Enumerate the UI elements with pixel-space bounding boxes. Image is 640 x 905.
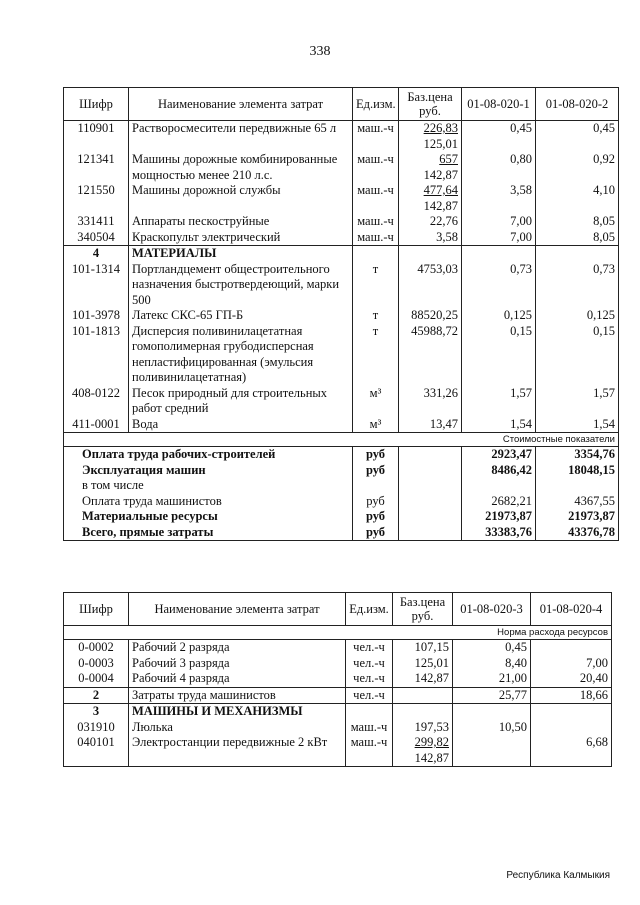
- value-cell: [453, 735, 531, 767]
- price-value: 125,01: [414, 655, 449, 670]
- table-row: [64, 656, 612, 672]
- value-cell: 0,73: [536, 262, 619, 309]
- resource-table-1: [63, 87, 619, 541]
- section-row: [64, 704, 612, 720]
- price-value: 107,15: [414, 640, 449, 654]
- value-cell: 21973,87: [462, 509, 536, 525]
- price-value: 13,47: [429, 416, 458, 431]
- value-cell: 8,05: [536, 214, 619, 230]
- column-header: 01-08-020-1: [462, 88, 536, 121]
- name-cell: Краскопульт электрический: [129, 230, 353, 246]
- price-cell: [399, 417, 462, 433]
- note-row: [64, 626, 612, 640]
- summary-label: Материальные ресурсы: [64, 509, 353, 525]
- unit-cell: маш.-ч: [353, 121, 399, 153]
- value-cell: 8486,42: [462, 463, 536, 479]
- unit-cell: т: [353, 324, 399, 386]
- price-cell: [399, 121, 462, 153]
- code-cell: 411-0001: [64, 417, 129, 433]
- value-cell: 0,125: [536, 308, 619, 324]
- price-cell: [393, 735, 453, 767]
- code-cell: 101-1314: [64, 262, 129, 309]
- code-cell: 0-0004: [64, 671, 129, 687]
- table-row: [64, 121, 619, 153]
- price-cell: [399, 230, 462, 246]
- value-cell: 1,57: [536, 386, 619, 417]
- price-cell: [399, 183, 462, 214]
- value-cell: 8,40: [453, 656, 531, 672]
- value-cell: 4,10: [536, 183, 619, 214]
- code-cell: 2: [64, 687, 129, 704]
- unit-cell: чел.-ч: [346, 640, 393, 656]
- value-cell: 18,66: [531, 687, 612, 704]
- table-row: [64, 308, 619, 324]
- price-value: 226,83: [423, 121, 458, 135]
- unit-cell: т: [353, 262, 399, 309]
- value-cell: 0,15: [536, 324, 619, 386]
- value-cell: 3,58: [462, 183, 536, 214]
- value-cell: 21973,87: [536, 509, 619, 525]
- name-cell: МАШИНЫ И МЕХАНИЗМЫ: [129, 704, 346, 720]
- table-row: [64, 230, 619, 246]
- value-cell: [453, 704, 531, 720]
- summary-row: [64, 509, 619, 525]
- column-header: Шифр: [64, 88, 129, 121]
- value-cell: [536, 478, 619, 494]
- resource-table-2: [63, 592, 612, 767]
- name-cell: Латекс СКС-65 ГП-Б: [129, 308, 353, 324]
- note-label: Норма расхода ресурсов: [64, 626, 612, 640]
- column-header: Шифр: [64, 593, 129, 626]
- price-value: 299,82: [414, 735, 449, 749]
- table-header: [64, 593, 612, 626]
- price-value: 142,87: [423, 198, 458, 213]
- table-row: [64, 386, 619, 417]
- price-cell: [399, 214, 462, 230]
- column-header: Ед.изм.: [346, 593, 393, 626]
- unit-cell: чел.-ч: [346, 687, 393, 704]
- price-value: 657: [439, 152, 458, 166]
- value-cell: 3354,76: [536, 447, 619, 463]
- value-cell: [536, 246, 619, 262]
- price-value: 142,87: [414, 671, 449, 685]
- name-cell: Машины дорожные комбинированные мощностью менее 210 л.с.: [129, 152, 353, 183]
- unit-cell: м³: [353, 417, 399, 433]
- table-row: [64, 720, 612, 736]
- value-cell: 0,125: [462, 308, 536, 324]
- unit-cell: руб: [353, 447, 399, 463]
- table-row: [64, 262, 619, 309]
- value-cell: 7,00: [462, 230, 536, 246]
- code-cell: 031910: [64, 720, 129, 736]
- price-cell: [399, 463, 462, 479]
- note-label: Стоимостные показатели: [64, 433, 619, 447]
- value-cell: 25,77: [453, 687, 531, 704]
- name-cell: Портландцемент общестроительного назначения быстротвердеющий, марки 500: [129, 262, 353, 309]
- summary-label: Оплата труда рабочих-строителей: [64, 447, 353, 463]
- unit-cell: м³: [353, 386, 399, 417]
- value-cell: 20,40: [531, 671, 612, 687]
- name-cell: Рабочий 4 разряда: [129, 671, 346, 687]
- column-header: 01-08-020-2: [536, 88, 619, 121]
- price-cell: [399, 494, 462, 510]
- value-cell: 0,92: [536, 152, 619, 183]
- table-row: [64, 671, 612, 687]
- price-cell: [393, 671, 453, 687]
- value-cell: [531, 704, 612, 720]
- unit-cell: руб: [353, 463, 399, 479]
- unit-cell: [353, 246, 399, 262]
- price-cell: [399, 246, 462, 262]
- table-row: [64, 152, 619, 183]
- value-cell: 2923,47: [462, 447, 536, 463]
- code-cell: 040101: [64, 735, 129, 767]
- summary-label: Эксплуатация машин: [64, 463, 353, 479]
- price-value: 45988,72: [411, 323, 458, 338]
- note-row: [64, 433, 619, 447]
- value-cell: 8,05: [536, 230, 619, 246]
- value-cell: 21,00: [453, 671, 531, 687]
- value-cell: 0,45: [536, 121, 619, 153]
- table-row: [64, 324, 619, 386]
- value-cell: 33383,76: [462, 525, 536, 541]
- code-cell: 101-3978: [64, 308, 129, 324]
- unit-cell: маш.-ч: [353, 183, 399, 214]
- code-cell: 340504: [64, 230, 129, 246]
- unit-cell: руб: [353, 509, 399, 525]
- value-cell: 0,73: [462, 262, 536, 309]
- code-cell: 121550: [64, 183, 129, 214]
- summary-label: Оплата труда машинистов: [64, 494, 353, 510]
- unit-cell: руб: [353, 525, 399, 541]
- unit-cell: маш.-ч: [346, 720, 393, 736]
- name-cell: Растворосмесители передвижные 65 л: [129, 121, 353, 153]
- unit-cell: чел.-ч: [346, 656, 393, 672]
- table-row: [64, 417, 619, 433]
- price-value: 477,64: [423, 183, 458, 197]
- unit-cell: маш.-ч: [346, 735, 393, 767]
- value-cell: 6,68: [531, 735, 612, 767]
- name-cell: Рабочий 2 разряда: [129, 640, 346, 656]
- price-value: 142,87: [423, 167, 458, 182]
- price-cell: [399, 386, 462, 417]
- summary-label: Всего, прямые затраты: [64, 525, 353, 541]
- price-value: 88520,25: [411, 308, 458, 322]
- price-cell: [399, 509, 462, 525]
- column-header: 01-08-020-3: [453, 593, 531, 626]
- name-cell: Песок природный для строительных работ средний: [129, 386, 353, 417]
- value-cell: [462, 478, 536, 494]
- section-row: [64, 246, 619, 262]
- column-header: Ед.изм.: [353, 88, 399, 121]
- value-cell: 0,45: [453, 640, 531, 656]
- code-cell: 0-0002: [64, 640, 129, 656]
- code-cell: 121341: [64, 152, 129, 183]
- code-cell: 3: [64, 704, 129, 720]
- value-cell: [462, 246, 536, 262]
- price-cell: [399, 262, 462, 309]
- column-header: Баз.цена руб.: [399, 88, 462, 121]
- summary-row: [64, 478, 619, 494]
- value-cell: 1,57: [462, 386, 536, 417]
- page-number: 338: [309, 44, 331, 59]
- name-cell: Рабочий 3 разряда: [129, 656, 346, 672]
- price-value: 125,01: [423, 136, 458, 151]
- price-cell: [393, 640, 453, 656]
- name-cell: Аппараты пескоструйные: [129, 214, 353, 230]
- column-header: Баз.цена руб.: [393, 593, 453, 626]
- unit-cell: маш.-ч: [353, 230, 399, 246]
- value-cell: 7,00: [462, 214, 536, 230]
- price-cell: [393, 704, 453, 720]
- code-cell: 408-0122: [64, 386, 129, 417]
- price-cell: [399, 308, 462, 324]
- column-header: Наименование элемента затрат: [129, 88, 353, 121]
- summary-row: [64, 447, 619, 463]
- section-row: [64, 687, 612, 704]
- code-cell: 101-1813: [64, 324, 129, 386]
- summary-row: [64, 463, 619, 479]
- value-cell: 18048,15: [536, 463, 619, 479]
- table-header: [64, 88, 619, 121]
- table-row: [64, 183, 619, 214]
- unit-cell: [346, 704, 393, 720]
- table-row: [64, 735, 612, 767]
- price-cell: [399, 152, 462, 183]
- value-cell: 2682,21: [462, 494, 536, 510]
- unit-cell: маш.-ч: [353, 152, 399, 183]
- value-cell: 4367,55: [536, 494, 619, 510]
- name-cell: Дисперсия поливинилацетатная гомополимерная грубодисперсная непластифицированная (эмульсия поливинилацетатная): [129, 324, 353, 386]
- price-value: 3,58: [436, 229, 458, 244]
- value-cell: 7,00: [531, 656, 612, 672]
- value-cell: 1,54: [462, 417, 536, 433]
- price-cell: [399, 525, 462, 541]
- unit-cell: чел.-ч: [346, 671, 393, 687]
- summary-label: в том числе: [64, 478, 353, 494]
- price-cell: [399, 447, 462, 463]
- price-cell: [399, 478, 462, 494]
- code-cell: 0-0003: [64, 656, 129, 672]
- value-cell: 1,54: [536, 417, 619, 433]
- price-cell: [393, 687, 453, 704]
- price-cell: [393, 656, 453, 672]
- price-value: 331,26: [423, 385, 458, 400]
- price-value: 197,53: [414, 719, 449, 734]
- table-row: [64, 640, 612, 656]
- code-cell: 110901: [64, 121, 129, 153]
- code-cell: 331411: [64, 214, 129, 230]
- price-cell: [393, 720, 453, 736]
- summary-row: [64, 525, 619, 541]
- column-header: Наименование элемента затрат: [129, 593, 346, 626]
- value-cell: 0,45: [462, 121, 536, 153]
- unit-cell: т: [353, 308, 399, 324]
- price-value: 22,76: [429, 214, 458, 228]
- price-cell: [399, 324, 462, 386]
- price-value: 142,87: [414, 750, 449, 765]
- name-cell: МАТЕРИАЛЫ: [129, 246, 353, 262]
- value-cell: 43376,78: [536, 525, 619, 541]
- footer-region: Республика Калмыкия: [506, 870, 610, 881]
- table-row: [64, 214, 619, 230]
- summary-row: [64, 494, 619, 510]
- price-value: 4753,03: [417, 261, 458, 276]
- unit-cell: [353, 478, 399, 494]
- value-cell: [531, 720, 612, 736]
- code-cell: 4: [64, 246, 129, 262]
- name-cell: Электростанции передвижные 2 кВт: [129, 735, 346, 767]
- name-cell: Вода: [129, 417, 353, 433]
- unit-cell: маш.-ч: [353, 214, 399, 230]
- unit-cell: руб: [353, 494, 399, 510]
- value-cell: 10,50: [453, 720, 531, 736]
- name-cell: Затраты труда машинистов: [129, 687, 346, 704]
- value-cell: 0,80: [462, 152, 536, 183]
- column-header: 01-08-020-4: [531, 593, 612, 626]
- value-cell: [531, 640, 612, 656]
- name-cell: Машины дорожной службы: [129, 183, 353, 214]
- name-cell: Люлька: [129, 720, 346, 736]
- value-cell: 0,15: [462, 324, 536, 386]
